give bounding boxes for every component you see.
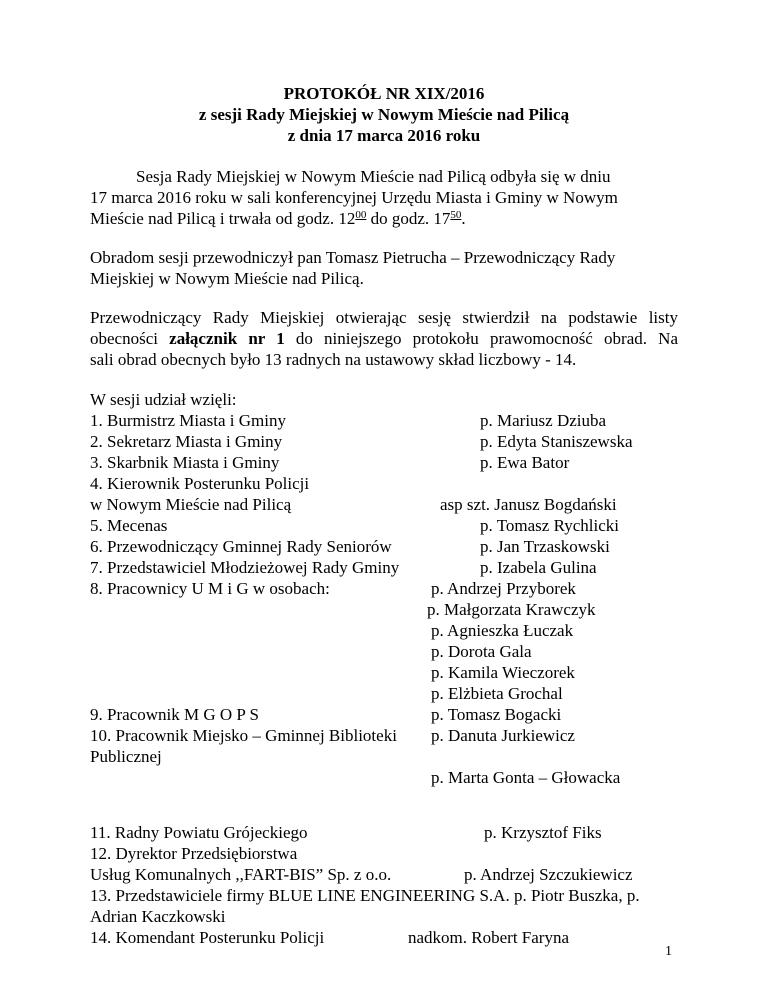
role-item: 6. Przewodniczący Gminnej Rady Seniorów — [90, 537, 392, 556]
attendance-line-2: obecności załącznik nr 1 do niniejszego protokołu prawomocność obrad. Na — [90, 329, 678, 348]
start-time-minutes: 00 — [355, 209, 367, 221]
chair-line-2: Miejskiej w Nowym Mieście nad Pilicą. — [90, 269, 364, 288]
participant-name: p. Elżbieta Grochal — [431, 684, 563, 703]
extra-role-12: 12. Dyrektor Przedsiębiorstwa — [90, 844, 298, 863]
participant-name: p. Tomasz Rychlicki — [480, 516, 619, 535]
document-title: PROTOKÓŁ NR XIX/2016 — [283, 84, 485, 103]
page-number: 1 — [665, 944, 672, 959]
role-item: 3. Skarbnik Miasta i Gminy — [90, 453, 280, 472]
role-item: 4. Kierownik Posterunku Policji — [90, 474, 310, 493]
participant-name: p. Kamila Wieczorek — [431, 663, 575, 682]
participant-name: p. Danuta Jurkiewicz — [431, 726, 575, 745]
participant-name: p. Andrzej Przyborek — [431, 579, 576, 598]
participant-name: p. Izabela Gulina — [480, 558, 597, 577]
participant-name: p. Małgorzata Krawczyk — [427, 600, 596, 619]
attachment-reference: załącznik nr 1 — [169, 329, 285, 348]
participant-name: p. Mariusz Dziuba — [480, 411, 607, 430]
extra-role-13-cont: Adrian Kaczkowski — [90, 907, 226, 926]
participant-name: asp szt. Janusz Bogdański — [440, 495, 617, 514]
role-item: 5. Mecenas — [90, 516, 168, 535]
extra-role-12-cont: Usług Komunalnych ,,FART-BIS” Sp. z o.o. — [90, 865, 392, 884]
participant-name: p. Ewa Bator — [480, 453, 570, 472]
role-item: 2. Sekretarz Miasta i Gminy — [90, 432, 283, 451]
attendance-line-3: sali obrad obecnych było 13 radnych na ustawowy skład liczbowy - 14. — [90, 350, 577, 369]
participant-name: p. Edyta Staniszewska — [480, 432, 633, 451]
chair-line-1: Obradom sesji przewodniczył pan Tomasz Pietrucha – Przewodniczący Rady — [90, 248, 616, 267]
role-item: Publicznej — [90, 747, 162, 766]
extra-role-13: 13. Przedstawiciele firmy BLUE LINE ENGINEERING S.A. p. Piotr Buszka, p. — [90, 886, 640, 905]
intro-line-3: Mieście nad Pilicą i trwała od godz. $12^{00}$ do godz. $17^{50}$. — [90, 209, 466, 228]
participant-name: p. Jan Trzaskowski — [480, 537, 610, 556]
role-item: 8. Pracownicy U M i G w osobach: — [90, 579, 330, 598]
participant-name: p. Marta Gonta – Głowacka — [431, 768, 621, 787]
extra-role-11: 11. Radny Powiatu Grójeckiego — [90, 823, 308, 842]
extra-name-12: p. Andrzej Szczukiewicz — [464, 865, 633, 884]
attendance-line-1: Przewodniczący Rady Miejskiej otwierając sesję stwierdził na podstawie listy — [90, 308, 678, 327]
role-item: 9. Pracownik M G O P S — [90, 705, 259, 724]
participants-heading: W sesji udział wzięli: — [90, 390, 237, 409]
participant-name: p. Tomasz Bogacki — [431, 705, 562, 724]
role-item: w Nowym Mieście nad Pilicą — [90, 495, 292, 514]
role-item: 1. Burmistrz Miasta i Gminy — [90, 411, 286, 430]
participant-name: p. Dorota Gala — [431, 642, 532, 661]
role-item: 10. Pracownik Miejsko – Gminnej Biblioteki — [90, 726, 397, 745]
role-item: 7. Przedstawiciel Młodzieżowej Rady Gminy — [90, 558, 400, 577]
document-subtitle: z sesji Rady Miejskiej w Nowym Mieście nad Pilicą — [198, 105, 570, 124]
extra-name-14: nadkom. Robert Faryna — [408, 928, 569, 947]
intro-line-1: Sesja Rady Miejskiej w Nowym Mieście nad Pilicą odbyła się w dniu — [136, 167, 611, 186]
extra-name-11: p. Krzysztof Fiks — [484, 823, 602, 842]
document-date: z dnia 17 marca 2016 roku — [287, 126, 481, 145]
participant-name: p. Agnieszka Łuczak — [431, 621, 574, 640]
extra-role-14: 14. Komendant Posterunku Policji — [90, 928, 325, 947]
end-time-minutes: 50 — [450, 209, 462, 221]
intro-line-2: 17 marca 2016 roku w sali konferencyjnej Urzędu Miasta i Gminy w Nowym — [90, 188, 618, 207]
